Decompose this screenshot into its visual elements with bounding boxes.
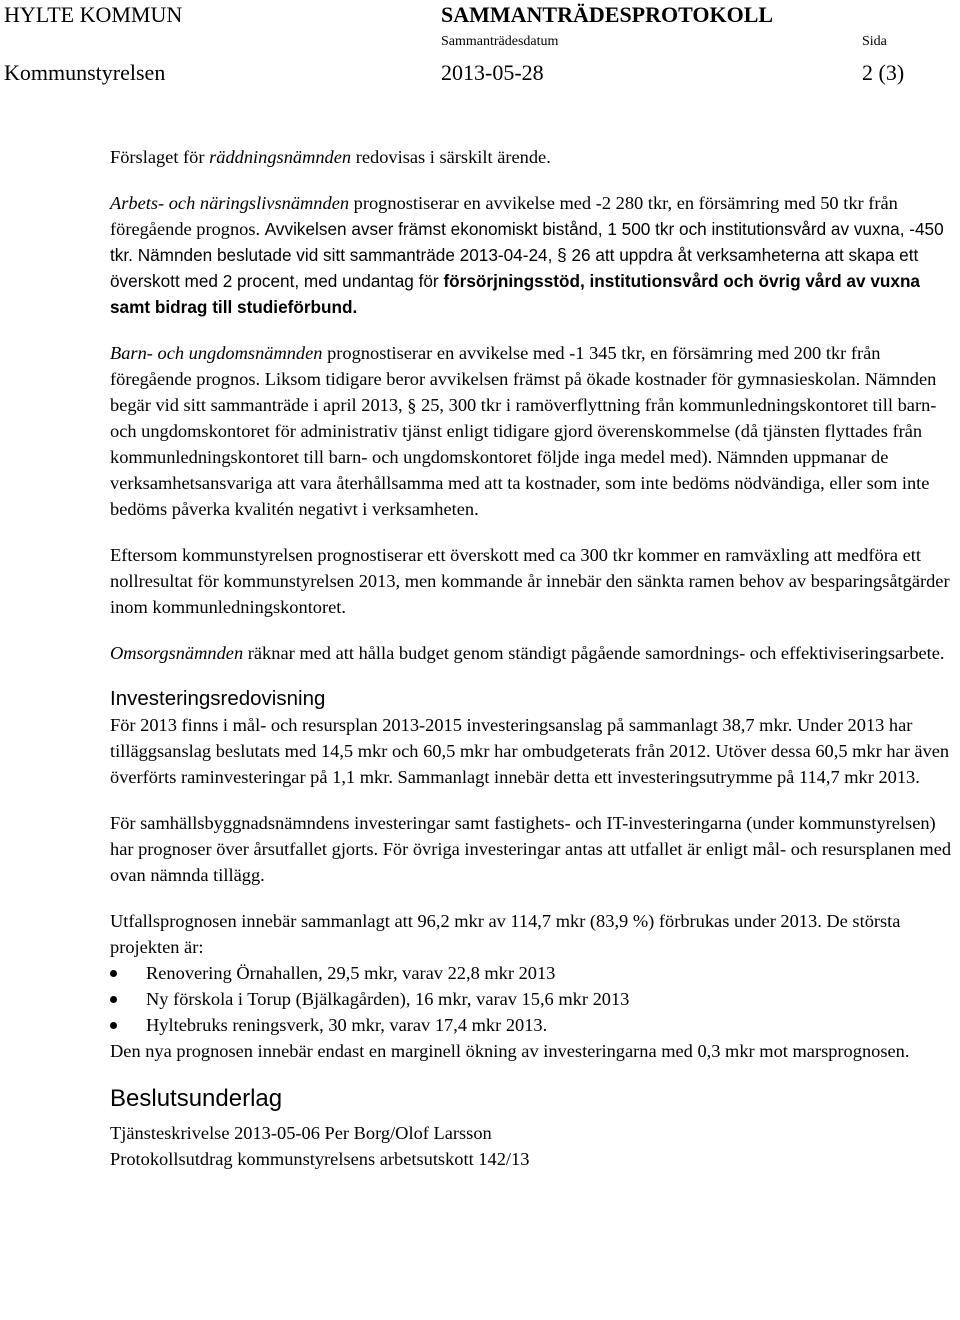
- beslutsunderlag-item: Protokollsutdrag kommunstyrelsens arbetsutskott 142/13: [110, 1149, 530, 1169]
- heading-beslutsunderlag: Beslutsunderlag: [110, 1085, 283, 1112]
- heading-investeringsredovisning: Investeringsredovisning: [110, 687, 326, 710]
- paragraph-eftersom: Eftersom kommunstyrelsen prognostiserar ett överskott med ca 300 tkr kommer en ramväxling att medföra ett nollresultat för kommunstyrelsen 2013, men kommande år innebär den sänkta ramen behov av besparingsåtgärder inom kommunledningskontoret.: [110, 545, 950, 617]
- paragraph-invest-2: För samhällsbyggnadsnämndens investeringar samt fastighets- och IT-investeringarna (under kommunstyrelsen) har prognoser över årsutfallet gjorts. För övriga investeringar antas att utfallet är enligt mål- och resursplanen med ovan nämnda tillägg.: [110, 813, 952, 885]
- project-list: [110, 960, 955, 1038]
- paragraph-invest-4: Den nya prognosen innebär endast en marginell ökning av investeringarna med 0,3 mkr mot marsprognosen.: [110, 1041, 910, 1061]
- org-name: HYLTE KOMMUN: [4, 2, 183, 27]
- list-item: Hyltebruks reningsverk, 30 mkr, varav 17,4 mkr 2013.: [110, 1012, 955, 1038]
- document-type: SAMMANTRÄDESPROTOKOLL: [441, 2, 774, 27]
- paragraph-invest-3: Utfallsprognosen innebär sammanlagt att 96,2 mkr av 114,7 mkr (83,9 %) förbrukas under 2013. De största projekten är:: [110, 911, 901, 957]
- paragraph-barn: Barn- och ungdomsnämnden prognostiserar en avvikelse med -1 345 tkr, en försämring med 200 tkr från föregående prognos. Liksom tidigare beror avvikelsen främst på ökade kostnader för gymnasieskolan. Nämnden begär vid sitt sammanträde i april 2013, § 25, 300 tkr i ramöverflyttning från kommunledningskontoret till barn- och ungdomskontoret för administrativ tjänst enligt tidigare gjord överenskommelse (då tjänsten flyttades från kommunledningskontoret till barn- och ungdomskontoret följde inga medel med). Nämnden uppmanar de verksamhetsansvariga att vara återhållsamma med att ta kostnader, som inte bedöms nödvändiga, eller som inte bedöms påverka kvalitén negativt i verksamheten.: [110, 343, 937, 519]
- beslutsunderlag-item: Tjänsteskrivelse 2013-05-06 Per Borg/Olof Larsson: [110, 1123, 492, 1143]
- list-item: Renovering Örnahallen, 29,5 mkr, varav 22,8 mkr 2013: [110, 960, 955, 986]
- paragraph-omsorg: Omsorgsnämnden räknar med att hålla budget genom ständigt pågående samordnings- och effektiviseringsarbete.: [110, 643, 945, 663]
- committee-name: Kommunstyrelsen: [4, 60, 166, 85]
- page-number: 2 (3): [862, 60, 905, 85]
- page-label: Sida: [862, 34, 887, 49]
- meeting-date: 2013-05-28: [441, 60, 544, 85]
- document-body: [110, 144, 955, 1172]
- paragraph-raddning: Förslaget för räddningsnämnden redovisas i särskilt ärende.: [110, 147, 551, 167]
- paragraph-arbets: Arbets- och näringslivsnämnden prognostiserar en avvikelse med -2 280 tkr, en försämring med 50 tkr från föregående prognos. Avvikelsen avser främst ekonomiskt bistånd, 1 500 tkr och institutionsvård av vuxna, -450 tkr. Nämnden beslutade vid sitt sammanträde 2013-04-24, § 26 att uppdra åt verksamheterna att skapa ett överskott med 2 procent, med undantag för försörjningsstöd, institutionsvård och övrig vård av vuxna samt bidrag till studieförbund.: [110, 193, 944, 317]
- meeting-date-label: Sammanträdesdatum: [441, 34, 559, 49]
- paragraph-invest-1: För 2013 finns i mål- och resursplan 2013-2015 investeringsanslag på sammanlagt 38,7 mkr. Under 2013 har tilläggsanslag beslutats med 14,5 mkr och 60,5 mkr har ombudgeterats från 2012. Utöver dessa 60,5 mkr har även överförts raminvesteringar på 1,1 mkr. Sammanlagt innebär detta ett investeringsutrymme på 114,7 mkr 2013.: [110, 715, 950, 787]
- list-item: Ny förskola i Torup (Bjälkagården), 16 mkr, varav 15,6 mkr 2013: [110, 986, 955, 1012]
